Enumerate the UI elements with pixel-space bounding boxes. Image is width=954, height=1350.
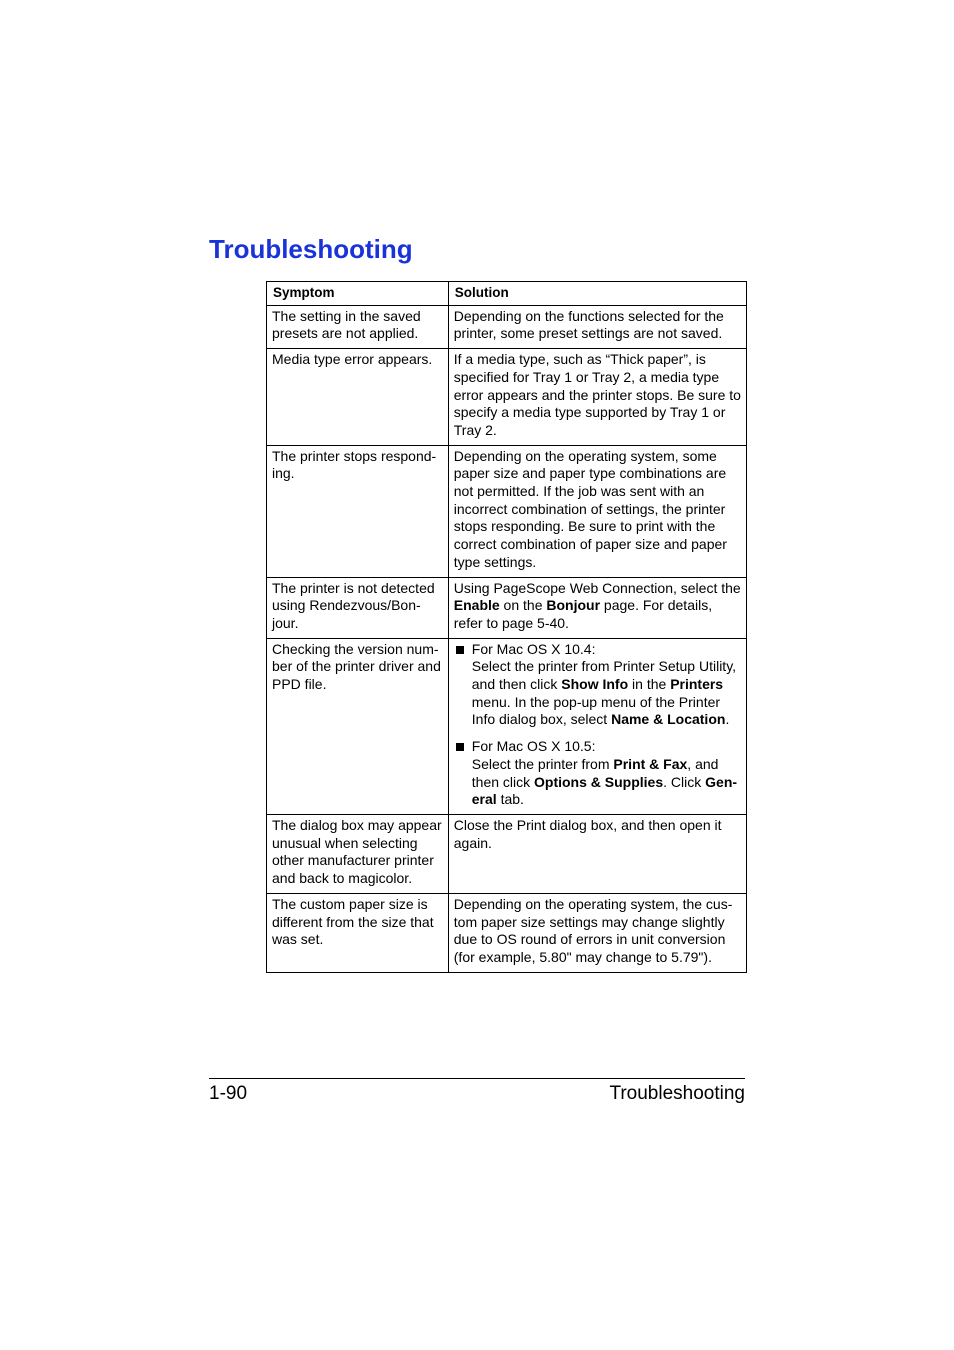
column-header-solution: Solution (448, 282, 746, 306)
symptom-cell: Checking the version num-ber of the printer driver and PPD file. (267, 638, 449, 814)
table-row (267, 349, 747, 446)
square-bullet-icon (456, 646, 464, 654)
bullet-item (454, 738, 741, 809)
ui-term-bonjour: Bonjour (546, 597, 601, 614)
bullet-body (472, 756, 741, 809)
solution-text: page. For details, refer to page 5-40. (453, 597, 713, 631)
ui-term-printers: Printers (670, 676, 724, 693)
footer-section-title: Troubleshooting (609, 1083, 745, 1104)
solution-cell (448, 577, 746, 638)
bullet-body (472, 658, 741, 729)
solution-text: Using PageScope Web Connection, select the (453, 579, 741, 596)
page-title: Troubleshooting (209, 234, 413, 264)
table-row (267, 305, 747, 348)
square-bullet-icon (456, 743, 464, 751)
symptom-cell: The dialog box may appear unusual when selecting other manufacturer printer and back to magicolor. (267, 814, 449, 893)
ui-term-enable: Enable (453, 597, 500, 614)
bullet-heading: For Mac OS X 10.4: (471, 640, 596, 657)
symptom-cell: The printer stops respond-ing. (267, 445, 449, 577)
solution-cell (448, 638, 746, 814)
column-header-symptom: Symptom (267, 282, 449, 306)
ui-term-general: Gen-eral (471, 773, 738, 808)
symptom-cell: The printer is not detected using Rendezvous/Bon-jour. (267, 577, 449, 638)
symptom-cell: The setting in the saved presets are not applied. (267, 305, 449, 348)
bullet-item (454, 641, 741, 730)
table-row (267, 445, 747, 577)
solution-cell: If a media type, such as “Thick paper”, is specified for Tray 1 or Tray 2, a media type error appears and the printer stops. Be sure to specify a media type supported by Tray 1 or Tray 2. (448, 349, 746, 446)
solution-text: on the (499, 597, 547, 614)
solution-text: , and then click (471, 755, 719, 790)
solution-text: tab. (496, 791, 524, 808)
solution-text: in the (628, 676, 671, 693)
ui-term-name-location: Name & Location (611, 711, 726, 728)
symptom-cell: Media type error appears. (267, 349, 449, 446)
table-row (267, 814, 747, 893)
troubleshooting-table (266, 281, 747, 973)
solution-text: Select the printer from Printer Setup Utility, and then click (471, 658, 737, 693)
solution-cell: Close the Print dialog box, and then open it again. (448, 814, 746, 893)
table-row (267, 638, 747, 814)
table-row (267, 577, 747, 638)
symptom-cell: The custom paper size is different from the size that was set. (267, 893, 449, 972)
solution-cell: Depending on the functions selected for the printer, some preset settings are not saved. (448, 305, 746, 348)
ui-term-show-info: Show Info (561, 676, 629, 693)
solution-cell: Depending on the operating system, the cus-tom paper size settings may change slightly due to OS round of errors in unit conversion (for example, 5.80" may change to 5.79"). (448, 893, 746, 972)
footer-page-number: 1-90 (209, 1083, 248, 1104)
ui-term-options-supplies: Options & Supplies (534, 773, 664, 790)
bullet-heading: For Mac OS X 10.5: (471, 738, 596, 755)
table-row (267, 893, 747, 972)
solution-text: menu. In the pop-up menu of the Printer Info dialog box, select (471, 693, 721, 728)
solution-text: . Click (663, 773, 706, 790)
solution-cell: Depending on the operating system, some paper size and paper type combinations are not permitted. If the job was sent with an incorrect combination of settings, the printer stops responding. Be sure to print with the correct combination of paper size and paper type settings. (448, 445, 746, 577)
ui-term-print-fax: Print & Fax (613, 755, 688, 772)
solution-text: Select the printer from (471, 755, 614, 772)
footer-divider (209, 1078, 745, 1079)
solution-text: . (725, 711, 730, 728)
table-header-row (267, 282, 747, 306)
